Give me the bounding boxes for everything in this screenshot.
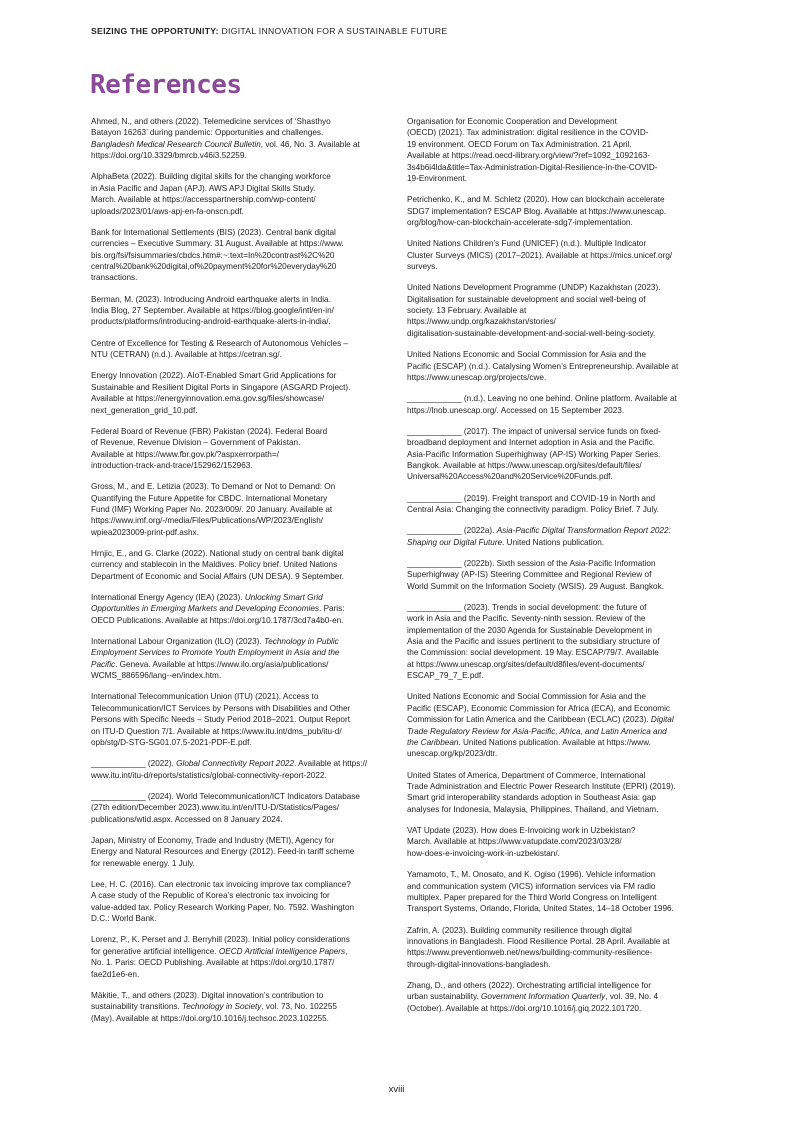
reference-item (407, 426, 709, 483)
reference-item (407, 194, 709, 228)
reference-text: Zhang, D., and others (2022). Orchestrating artificial intelligence for urban sustainability. (407, 980, 651, 1002)
reference-text: Lorenz, P., K. Perset and J. Berryhill (2023). Initial policy considerations for generative artificial intelligence. (91, 935, 350, 956)
reference-item (407, 825, 709, 859)
reference-text-tail: . Geneva. Available at https://www.ilo.org/asia/publications/ WCMS_886596/lang--en/index.htm. (91, 659, 329, 681)
reference-italic: OECD Artificial Intelligence Papers (218, 946, 346, 956)
reference-text-tail: . Paris: OECD Publications. Available at https://doi.org/10.1787/3cd7a4b0-en. (91, 604, 345, 625)
reference-text: United Nations Economic and Social Commission for Asia and the Pacific (ESCAP) (n.d.). Catalysing Women’s Entrepreneurship. Available at https://www.unescap.org/projects/cwe. (407, 350, 679, 382)
reference-text: ____________ (2023). Trends in social development: the future of work in Asia and the Pacific. Seventy-ninth session. Review of the implementation of the 2030 Agenda for Sustainable Development in Asia and the Pacific and issues pertinent to the subsidiary structure of the Commission: social development. 19 May. ESCAP/79/7. Available at https://www.unescap.org/sites/default/d8files/event-documents/ ESCAP_79_7_E.pdf. (407, 602, 660, 681)
reference-item (407, 925, 709, 971)
reference-item (91, 791, 389, 825)
reference-text: ____________ (2024). World Telecommunication/ICT Indicators Database (27th edition/December 2023).www.itu.int/en/ITU-D/Statistics/Pages/ publications/wtid.aspx. Accessed on 8 January 2024. (91, 791, 360, 824)
reference-item (407, 525, 709, 548)
reference-text: Bank for International Settlements (BIS) (2023). Central bank digital currencies – Executive Summary. 31 August. Available at https://www. bis.org/fsi/fsisummaries/cbdcs.htm#:~:text=In%20contrast%2C%20 central%20bank%20digital,of%20payment%20for%20everyday%20 transactions. (91, 227, 344, 283)
reference-italic: Technology in Society (182, 1002, 262, 1012)
reference-item (91, 691, 389, 748)
reference-item (407, 282, 709, 339)
reference-text: ____________ (2022b). Sixth session of the Asia-Pacific Information Superhighway (AP-IS) Steering Committee and Regional Review of World Summit on the Information Society (WSIS). 29 August. Bangkok. (407, 558, 664, 591)
reference-item (407, 493, 709, 516)
reference-text: Petrichenko, K., and M. Schletz (2020). How can blockchain accelerate SDG7 implementation? ESCAP Blog. Available at https://www.unescap. org/blog/how-can-blockchain-accelerate-sdg7-implementation. (407, 195, 667, 228)
reference-text: Ahmed, N., and others (2022). Telemedicine services of ‘Shasthyo Batayon 16263’ during pandemic: Opportunities and challenges. (91, 117, 331, 138)
reference-text: VAT Update (2023). How does E-Invoicing work in Uzbekistan? March. Available at https://www.vatupdate.com/2023/03/28/ how-does-e-invoicing-work-in-uzbekistan/. (407, 826, 636, 858)
reference-item (91, 835, 389, 869)
reference-text: Lee, H. C. (2016). Can electronic tax invoicing improve tax compliance? A case study of the Republic of Korea’s electronic tax invoicing for value-added tax. Policy Research Working Paper, No. 7592. Washington D.C.: World Bank. (91, 879, 355, 924)
reference-text: Yamamoto, T., M. Onosato, and K. Ogiso (1996). Vehicle information and communication system (VICS) information services via FM radio multiplex. Paper prepared for the Third World Congress on Intelligent Transport Systems, Orlando, Florida, United States, 14–18 October 1996. (407, 870, 674, 914)
reference-text: Berman, M. (2023). Introducing Android earthquake alerts in India. India Blog, 27 September. Available at https://blog.google/intl/en-in/ products/platforms/introducing-android-earthquake-alerts-in-india/. (91, 294, 334, 327)
reference-text-tail: , vol. 39, No. 4 (October). Available at https://doi.org/10.1016/j.giq.2022.101720. (407, 992, 659, 1013)
reference-item (407, 869, 709, 915)
reference-text: ____________ (2017). The impact of universal service funds on fixed- broadband deployment and Internet adoption in Asia and the Pacific. Asia-Pacific Information Superhighway (AP-IS) Working Paper Series. Bangkok. Available at https://www.unescap.org/sites/default/files/ Universal%20Access%20and%20Service%20Funds.pdf. (407, 426, 661, 482)
reference-text: Japan, Ministry of Economy, Trade and Industry (METI), Agency for Energy and Natural Resources and Energy (2012). Feed-in tariff scheme for renewable energy. 1 July. (91, 835, 355, 868)
reference-item (91, 294, 389, 328)
reference-text-tail: , vol. 73, No. 102255 (May). Available at https://doi.org/10.1016/j.techsoc.2023.102255. (91, 1002, 337, 1023)
reference-text-tail: . United Nations publication. (502, 537, 605, 547)
reference-italic: Government Information Quarterly (481, 992, 606, 1002)
reference-item (91, 990, 389, 1024)
reference-text: ____________ (2022). (91, 759, 177, 769)
running-header-rest: DIGITAL INNOVATION FOR A SUSTAINABLE FUTURE (218, 26, 448, 36)
reference-item (407, 393, 709, 416)
reference-text: United Nations Economic and Social Commission for Asia and the Pacific (ESCAP), Economic Commission for Africa (ECA), and Economic Commission for Latin America and the Caribbean (ECLAC) (2023). (407, 692, 670, 725)
reference-italic: Technology in Public Employment Services to Promote Youth Employment in Asia and the Pacific (91, 637, 340, 669)
reference-item (407, 602, 709, 682)
reference-text: International Labour Organization (ILO) (2023). (91, 637, 264, 646)
reference-italic: Bangladesh Medical Research Council Bulletin (91, 139, 261, 149)
reference-text: Energy Innovation (2022). AIoT-Enabled Smart Grid Applications for Sustainable and Resilient Digital Ports in Singapore (ASGARD Project). Available at https://energyinnovation.ema.gov.sg/files/showcase/ next_generation_grid_10.pdf. (91, 371, 351, 415)
reference-text: Federal Board of Revenue (FBR) Pakistan (2024). Federal Board of Revenue, Revenue Division – Government of Pakistan. Available at https://www.fbr.gov.pk/?aspxerrorpath=/ introduction-track-and-trace/152962/152963. (91, 426, 328, 470)
reference-item (407, 980, 709, 1014)
reference-italic: Global Connectivity Report 2022 (176, 759, 295, 769)
page-number: xviii (388, 1084, 405, 1095)
reference-item (91, 636, 389, 682)
reference-item (407, 349, 709, 383)
reference-text-tail: . United Nations publication. Available at https://www. unescap.org/kp/2023/dtr. (407, 738, 651, 759)
reference-text: International Energy Agency (IEA) (2023). (91, 592, 245, 602)
reference-text: United Nations Children’s Fund (UNICEF) (n.d.). Multiple Indicator Cluster Surveys (MICS) (2017–2021). Available at https://mics.unicef.org/ surveys. (407, 239, 673, 272)
reference-item (91, 758, 389, 781)
running-header-bold: SEIZING THE OPPORTUNITY: (91, 26, 219, 36)
reference-item (407, 558, 709, 592)
reference-text: Gross, M., and E. Letizia (2023). To Demand or Not to Demand: On Quantifying the Future Appetite for CBDC. International Monetary Fund (IMF) Working Paper No. 2023/009/. 20 January. Available at https://www.imf.org/-/media/Files/Publications/WP/2023/English/ wpiea2023009-print-pdf.ashx. (91, 482, 336, 537)
reference-text-tail: , vol. 46, No. 3. Available at https://doi.org/10.3329/bmrcb.v46i3.52259. (91, 139, 360, 161)
reference-item (91, 338, 389, 361)
reference-text-tail: , No. 1. Paris: OECD Publishing. Available at https://doi.org/10.1787/ fae2d1e6-en. (91, 946, 348, 979)
reference-text-tail: . Available at https:// www.itu.int/itu-d/reports/statistics/global-connectivity-report-2022. (91, 759, 368, 780)
reference-text: AlphaBeta (2022). Building digital skills for the changing workforce in Asia Pacific and Japan (APJ). AWS APJ Digital Skills Study. March. Available at https://accesspartnership.com/wp-content/ uploads/2023/01/aws-apj-en-fa-onscn.pdf. (91, 172, 331, 216)
reference-item (91, 879, 389, 925)
reference-item (91, 548, 389, 582)
references-right-column (407, 116, 709, 1024)
reference-item (91, 426, 389, 472)
running-header (91, 26, 447, 36)
reference-italic: Asia-Pacific Digital Transformation Report 2022: Shaping our Digital Future (407, 526, 671, 547)
reference-text: Zafrin, A. (2023). Building community resilience through digital innovations in Bangladesh. Flood Resilience Portal. 28 April. Available at https://www.preventionweb.net/news/building-community-resilience- through-digital-innovations-bangladesh. (407, 925, 670, 969)
reference-item (91, 370, 389, 416)
reference-item (407, 691, 709, 759)
reference-item (407, 238, 709, 272)
reference-item (91, 481, 389, 538)
references-left-column (91, 116, 389, 1034)
reference-text: ____________ (2019). Freight transport and COVID-19 in North and Central Asia: Changing the connectivity paradigm. Policy Brief. 7 July. (407, 493, 659, 514)
page-title: References (90, 70, 242, 100)
reference-italic: Unlocking Smart Grid Opportunities in Emerging Markets and Developing Economies (91, 592, 323, 614)
reference-text: United States of America, Department of Commerce, International Trade Administration and Electric Power Research Institute (EPRI) (2019). Smart grid interoperability standards adoption in Southeast Asia: gap analyses for Indonesia, Malaysia, Philippines, Thailand, and Vietnam. (407, 770, 676, 814)
reference-text: ____________ (2022a). (407, 526, 497, 536)
reference-item (91, 934, 389, 980)
reference-item (91, 171, 389, 217)
reference-item (91, 227, 389, 284)
reference-item (407, 116, 709, 184)
reference-text: Organisation for Economic Cooperation and Development (OECD) (2021). Tax administration: digital resilience in the COVID- 19 environment. OECD Forum on Tax Administration. 21 April. Available at https://read.oecd-ilibrary.org/view/?ref=1092_1092163- 3s4b6i4lda&title=Tax-Administration-Digital-Resilience-in-the-COVID- 19-Environment. (407, 117, 658, 184)
reference-italic: Digital Trade Regulatory Review for Asia-Pacific, Africa, and Latin America and the Caribbean (407, 715, 674, 748)
reference-item (91, 592, 389, 626)
reference-item (91, 116, 389, 162)
reference-text: Hrnjic, E., and G. Clarke (2022). National study on central bank digital currency and stablecoin in the Maldives. Policy brief. United Nations Department of Economic and Social Affairs (UN DESA). 9 September. (91, 548, 344, 581)
reference-text: ____________ (n.d.). Leaving no one behind. Online platform. Available at https://lnob.unescap.org/. Accessed on 15 September 2023. (407, 394, 677, 415)
reference-text: Centre of Excellence for Testing & Research of Autonomous Vehicles – NTU (CETRAN) (n.d.). Available at https://cetran.sg/. (91, 338, 348, 360)
reference-text: United Nations Development Programme (UNDP) Kazakhstan (2023). Digitalisation for sustainable development and social well-being of society. 13 February. Available at https://www.undp.org/kazakhstan/stories/ digitalisation-sustainable-development-and-social-well-being-society. (407, 283, 661, 338)
reference-item (407, 770, 709, 816)
reference-text: International Telecommunication Union (ITU) (2021). Access to Telecommunication/ICT Services by Persons with Disabilities and Other Persons with Specific Needs – Study Period 2018–2021. Output Report on ITU-D Question 7/1. Available at https://www.itu.int/dms_pub/itu-d/ opb/stg/D-STG-SG01.07.5-2021-PDF-E.pdf. (91, 692, 351, 748)
reference-text: Mäkitie, T., and others (2023). Digital innovation’s contribution to sustainability transitions. (91, 990, 324, 1012)
